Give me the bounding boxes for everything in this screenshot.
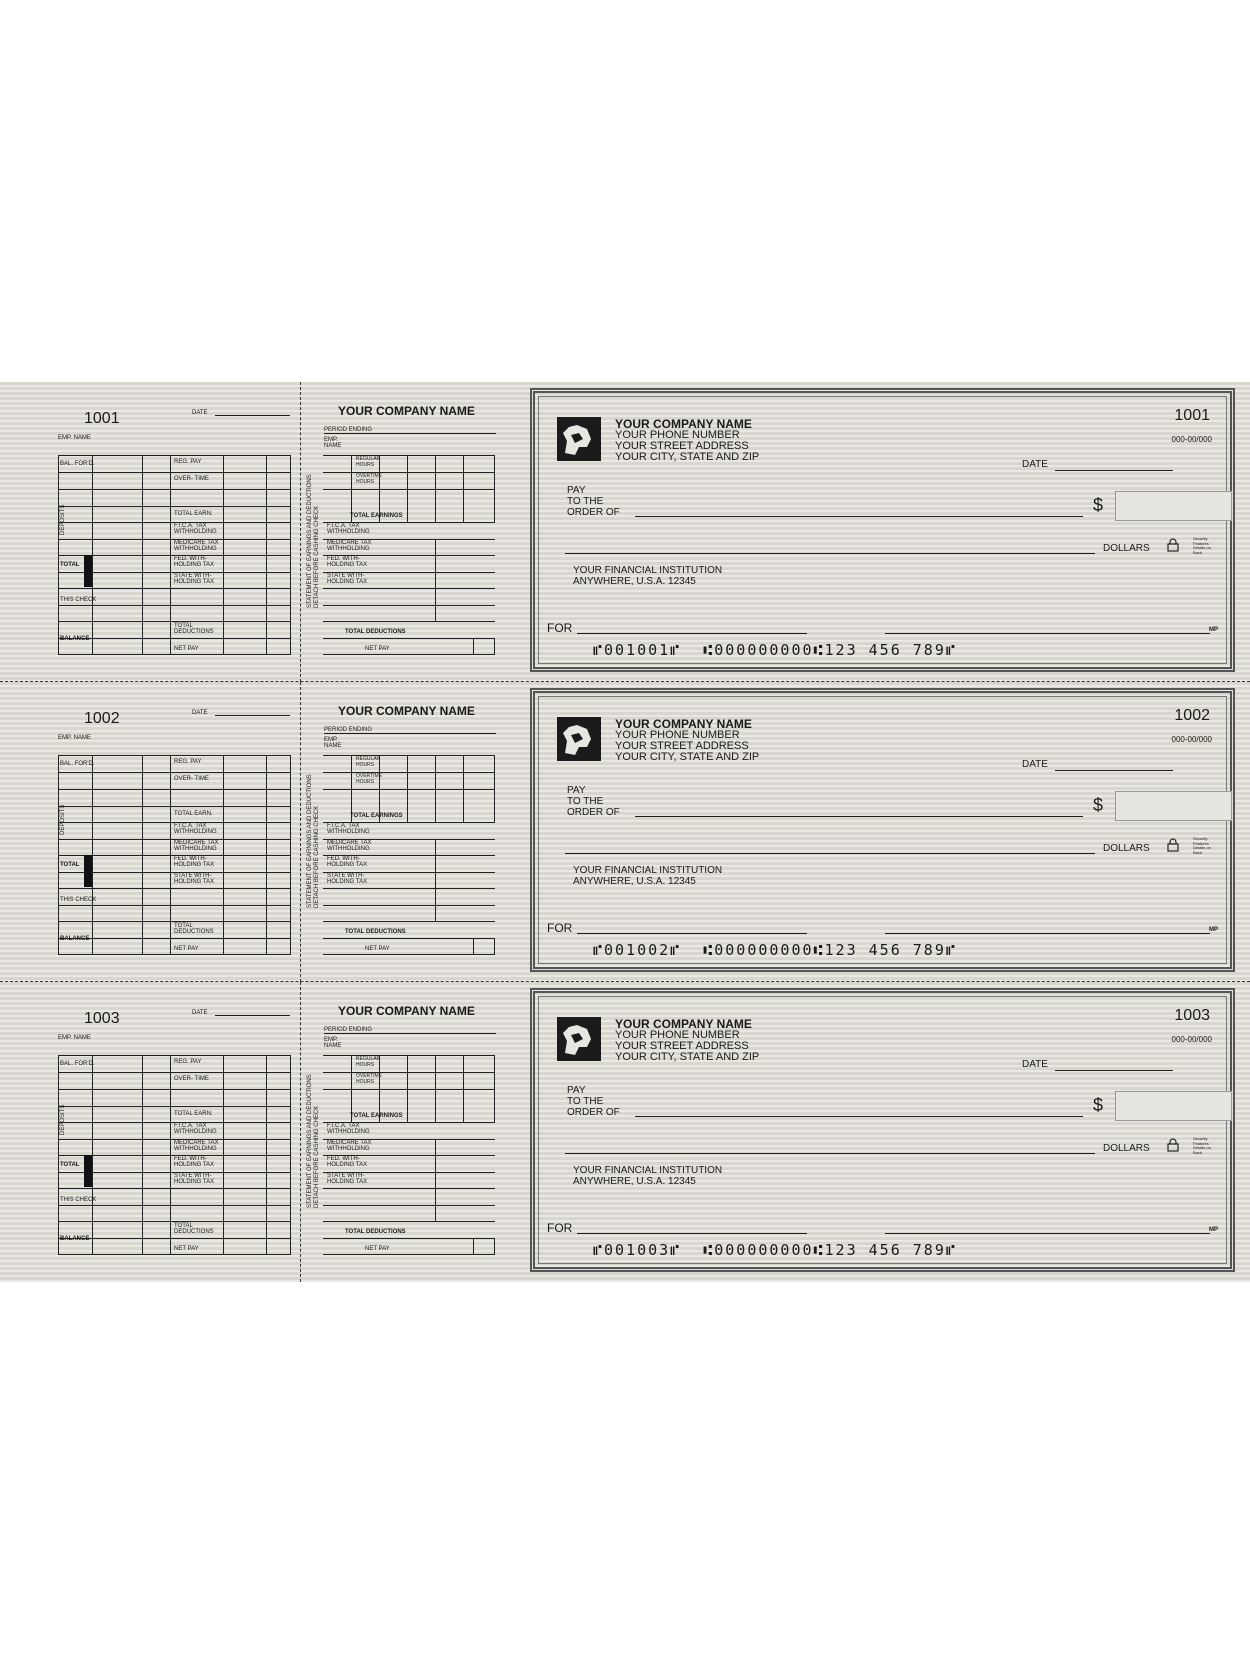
- stub-vertical-text: STATEMENT OF EARNINGS AND DEDUCTIONS DETACH BEFORE CASHING CHECK: [307, 774, 320, 908]
- stub-period-label: PERIOD ENDING: [324, 427, 373, 433]
- stub-fed: FED. WITH- HOLDING TAX: [327, 556, 368, 568]
- check-dollar-sign: $: [1093, 795, 1104, 815]
- register-bal-label: BAL. FOR'D.: [60, 761, 95, 767]
- stub-fed: FED. WITH- HOLDING TAX: [327, 856, 368, 868]
- check: [530, 388, 1235, 672]
- check-date-field[interactable]: [1055, 770, 1173, 771]
- check-mp-mark: MP: [1209, 1227, 1218, 1233]
- register-date-label: DATE: [192, 410, 208, 416]
- check: [530, 688, 1235, 972]
- check-for-label: FOR: [547, 1221, 573, 1235]
- check-micr-line: ⑈001001⑈ ⑆000000000⑆123 456 789⑈: [593, 641, 957, 659]
- register-row-label: OVER- TIME: [174, 776, 209, 782]
- register-row-label: OVER- TIME: [174, 1076, 209, 1082]
- stub-state: STATE WITH- HOLDING TAX: [327, 573, 368, 585]
- stub-grid: [323, 1055, 495, 1255]
- register-row-label: REG. PAY: [174, 459, 202, 465]
- check-date-field[interactable]: [1055, 470, 1173, 471]
- register-date-line: [215, 715, 290, 716]
- check-for-label: FOR: [547, 621, 573, 635]
- register-row-label: MEDICARE TAX WITHHOLDING: [174, 540, 219, 552]
- check-company-name: YOUR COMPANY NAME: [615, 417, 752, 431]
- check-routing-fraction: 000-00/000: [1171, 435, 1212, 444]
- register-row-label: FED. WITH- HOLDING TAX: [174, 1156, 215, 1168]
- check-security-note: Security Features Details on Back.: [1193, 1136, 1211, 1155]
- check-signature-field[interactable]: [885, 1233, 1210, 1234]
- check-company-name: YOUR COMPANY NAME: [615, 717, 752, 731]
- check-company-address: YOUR PHONE NUMBER YOUR STREET ADDRESS YOUR CITY, STATE AND ZIP: [615, 729, 760, 763]
- register-row-label: F.I.C.A. TAX WITHHOLDING: [174, 523, 217, 535]
- check-set-2: [0, 682, 1250, 982]
- stub-net-pay: NET PAY: [365, 946, 390, 952]
- register-bal-label: BAL. FOR'D.: [60, 461, 95, 467]
- register-balance-label: BALANCE: [60, 1236, 90, 1242]
- register-this-check-label: THIS CHECK: [60, 897, 97, 903]
- register-balance-label: BALANCE: [60, 636, 90, 642]
- stub-fed: FED. WITH- HOLDING TAX: [327, 1156, 368, 1168]
- register-date-line: [215, 1015, 290, 1016]
- register-total-label: TOTAL: [60, 862, 80, 868]
- stub-regular-hours: REGULAR HOURS: [356, 456, 381, 468]
- check-dollars-label: DOLLARS: [1103, 843, 1150, 854]
- check-company-address: YOUR PHONE NUMBER YOUR STREET ADDRESS YOUR CITY, STATE AND ZIP: [615, 429, 760, 463]
- register-row-label: REG. PAY: [174, 1059, 202, 1065]
- check-dollars-label: DOLLARS: [1103, 1143, 1150, 1154]
- stub-medicare: MEDICARE TAX WITHHOLDING: [327, 840, 372, 852]
- register-row-label: STATE WITH- HOLDING TAX: [174, 573, 215, 585]
- register-row-label: TOTAL EARN.: [174, 511, 213, 517]
- check-amount-words-field[interactable]: [565, 553, 1095, 554]
- check-date-label: DATE: [1022, 459, 1048, 470]
- check-pay-to-label: PAY TO THE ORDER OF: [567, 785, 620, 818]
- check-payee-field[interactable]: [635, 516, 1083, 517]
- register-row-label: FED. WITH- HOLDING TAX: [174, 556, 215, 568]
- register-balance-label: BALANCE: [60, 936, 90, 942]
- stub-total-earnings: TOTAL EARNINGS: [350, 513, 403, 519]
- register-row-label: TOTAL EARN.: [174, 811, 213, 817]
- check-micr-line: ⑈001002⑈ ⑆000000000⑆123 456 789⑈: [593, 941, 957, 959]
- check-dollar-sign: $: [1093, 495, 1104, 515]
- register-this-check-label: THIS CHECK: [60, 1197, 97, 1203]
- stub-period-label: PERIOD ENDING: [324, 727, 373, 733]
- register-date-label: DATE: [192, 710, 208, 716]
- check-sheet: [0, 382, 1250, 1282]
- register-row-label: REG. PAY: [174, 759, 202, 765]
- register-total-label: TOTAL: [60, 1162, 80, 1168]
- stub-company-name: YOUR COMPANY NAME: [338, 1004, 475, 1018]
- register-total-marker: [84, 855, 92, 887]
- check-micr-line: ⑈001003⑈ ⑆000000000⑆123 456 789⑈: [593, 1241, 957, 1259]
- check-routing-fraction: 000-00/000: [1171, 1035, 1212, 1044]
- check-bank-info: YOUR FINANCIAL INSTITUTION ANYWHERE, U.S.A. 12345: [573, 865, 723, 887]
- check-dollars-label: DOLLARS: [1103, 543, 1150, 554]
- stub-vertical-text: STATEMENT OF EARNINGS AND DEDUCTIONS DETACH BEFORE CASHING CHECK: [307, 474, 320, 608]
- register-deposits-label: DEPOSITS: [60, 804, 66, 835]
- register-row-label: TOTAL DEDUCTIONS: [174, 623, 214, 635]
- stub-total-earnings: TOTAL EARNINGS: [350, 813, 403, 819]
- check-memo-field[interactable]: [577, 1233, 807, 1234]
- check-company-name: YOUR COMPANY NAME: [615, 1017, 752, 1031]
- register-row-label: OVER- TIME: [174, 476, 209, 482]
- check-date-label: DATE: [1022, 759, 1048, 770]
- check-bank-info: YOUR FINANCIAL INSTITUTION ANYWHERE, U.S.A. 12345: [573, 565, 723, 587]
- check-memo-field[interactable]: [577, 933, 807, 934]
- stub-total-deductions: TOTAL DEDUCTIONS: [345, 1229, 406, 1235]
- stub-net-pay: NET PAY: [365, 646, 390, 652]
- register-row-label: MEDICARE TAX WITHHOLDING: [174, 1140, 219, 1152]
- register-date-line: [215, 415, 290, 416]
- check-dollar-sign: $: [1093, 1095, 1104, 1115]
- check-security-note: Security Features Details on Back.: [1193, 836, 1211, 855]
- check-set-3: [0, 982, 1250, 1282]
- stub-period-label: PERIOD ENDING: [324, 1027, 373, 1033]
- check-for-label: FOR: [547, 921, 573, 935]
- stub-emp-label: EMP. NAME: [324, 437, 342, 449]
- check-company-address: YOUR PHONE NUMBER YOUR STREET ADDRESS YOUR CITY, STATE AND ZIP: [615, 1029, 760, 1063]
- check-set-1: [0, 382, 1250, 682]
- stub-fica: F.I.C.A. TAX WITHHOLDING: [327, 823, 370, 835]
- stub-company-name: YOUR COMPANY NAME: [338, 704, 475, 718]
- register-emp-label: EMP. NAME: [58, 735, 91, 741]
- stub-state: STATE WITH- HOLDING TAX: [327, 873, 368, 885]
- check-amount-words-field[interactable]: [565, 853, 1095, 854]
- stub-medicare: MEDICARE TAX WITHHOLDING: [327, 540, 372, 552]
- register-row-label: NET PAY: [174, 946, 199, 952]
- register-row-label: NET PAY: [174, 1246, 199, 1252]
- company-logo-icon: [557, 417, 601, 461]
- register-emp-label: EMP. NAME: [58, 435, 91, 441]
- lock-icon: [1167, 1138, 1179, 1157]
- register-total-marker: [84, 1155, 92, 1187]
- check-mp-mark: MP: [1209, 627, 1218, 633]
- register-total-marker: [84, 555, 92, 587]
- check-pay-to-label: PAY TO THE ORDER OF: [567, 1085, 620, 1118]
- check-number: 1001: [1174, 407, 1210, 424]
- register-row-label: TOTAL EARN.: [174, 1111, 213, 1117]
- register-bal-label: BAL. FOR'D.: [60, 1061, 95, 1067]
- check-signature-field[interactable]: [885, 933, 1210, 934]
- perforation-vertical: [300, 982, 301, 1282]
- check-number: 1002: [1174, 707, 1210, 724]
- stub-regular-hours: REGULAR HOURS: [356, 1056, 381, 1068]
- register-row-label: TOTAL DEDUCTIONS: [174, 923, 214, 935]
- stub-fica: F.I.C.A. TAX WITHHOLDING: [327, 523, 370, 535]
- check-amount-field[interactable]: [1115, 491, 1232, 521]
- check-amount-words-field[interactable]: [565, 1153, 1095, 1154]
- stub-grid: [323, 755, 495, 955]
- stub-total-deductions: TOTAL DEDUCTIONS: [345, 629, 406, 635]
- check-amount-field[interactable]: [1115, 791, 1232, 821]
- stub-grid: [323, 455, 495, 655]
- check-date-field[interactable]: [1055, 1070, 1173, 1071]
- stub-state: STATE WITH- HOLDING TAX: [327, 1173, 368, 1185]
- register-row-label: F.I.C.A. TAX WITHHOLDING: [174, 823, 217, 835]
- check-routing-fraction: 000-00/000: [1171, 735, 1212, 744]
- check-number: 1003: [1174, 1007, 1210, 1024]
- check-mp-mark: MP: [1209, 927, 1218, 933]
- perforation-vertical: [300, 682, 301, 982]
- stub-fica: F.I.C.A. TAX WITHHOLDING: [327, 1123, 370, 1135]
- check-memo-field[interactable]: [577, 633, 807, 634]
- check-pay-to-label: PAY TO THE ORDER OF: [567, 485, 620, 518]
- check-payee-field[interactable]: [635, 1116, 1083, 1117]
- stub-total-earnings: TOTAL EARNINGS: [350, 1113, 403, 1119]
- stub-medicare: MEDICARE TAX WITHHOLDING: [327, 1140, 372, 1152]
- stub-regular-hours: REGULAR HOURS: [356, 756, 381, 768]
- stub-overtime-hours: OVERTIME HOURS: [356, 773, 383, 785]
- check-security-note: Security Features Details on Back.: [1193, 536, 1211, 555]
- check-payee-field[interactable]: [635, 816, 1083, 817]
- stub-emp-label: EMP. NAME: [324, 737, 342, 749]
- lock-icon: [1167, 838, 1179, 857]
- register-number: 1003: [84, 1010, 120, 1027]
- check-amount-field[interactable]: [1115, 1091, 1232, 1121]
- stub-emp-label: EMP. NAME: [324, 1037, 342, 1049]
- register-row-label: MEDICARE TAX WITHHOLDING: [174, 840, 219, 852]
- register-emp-label: EMP. NAME: [58, 1035, 91, 1041]
- register-row-label: STATE WITH- HOLDING TAX: [174, 873, 215, 885]
- register-this-check-label: THIS CHECK: [60, 597, 97, 603]
- stub-overtime-hours: OVERTIME HOURS: [356, 473, 383, 485]
- check-bank-info: YOUR FINANCIAL INSTITUTION ANYWHERE, U.S.A. 12345: [573, 1165, 723, 1187]
- stub-net-pay: NET PAY: [365, 1246, 390, 1252]
- register-deposits-label: DEPOSITS: [60, 504, 66, 535]
- perforation-vertical: [300, 382, 301, 682]
- register-number: 1002: [84, 710, 120, 727]
- company-logo-icon: [557, 1017, 601, 1061]
- register-row-label: NET PAY: [174, 646, 199, 652]
- register-row-label: TOTAL DEDUCTIONS: [174, 1223, 214, 1235]
- company-logo-icon: [557, 717, 601, 761]
- stub-total-deductions: TOTAL DEDUCTIONS: [345, 929, 406, 935]
- stub-overtime-hours: OVERTIME HOURS: [356, 1073, 383, 1085]
- register-deposits-label: DEPOSITS: [60, 1104, 66, 1135]
- register-total-label: TOTAL: [60, 562, 80, 568]
- stub-company-name: YOUR COMPANY NAME: [338, 404, 475, 418]
- register-row-label: FED. WITH- HOLDING TAX: [174, 856, 215, 868]
- check-signature-field[interactable]: [885, 633, 1210, 634]
- register-date-label: DATE: [192, 1010, 208, 1016]
- register-row-label: STATE WITH- HOLDING TAX: [174, 1173, 215, 1185]
- check-date-label: DATE: [1022, 1059, 1048, 1070]
- register-number: 1001: [84, 410, 120, 427]
- stub-vertical-text: STATEMENT OF EARNINGS AND DEDUCTIONS DETACH BEFORE CASHING CHECK: [307, 1074, 320, 1208]
- check: [530, 988, 1235, 1272]
- lock-icon: [1167, 538, 1179, 557]
- register-row-label: F.I.C.A. TAX WITHHOLDING: [174, 1123, 217, 1135]
